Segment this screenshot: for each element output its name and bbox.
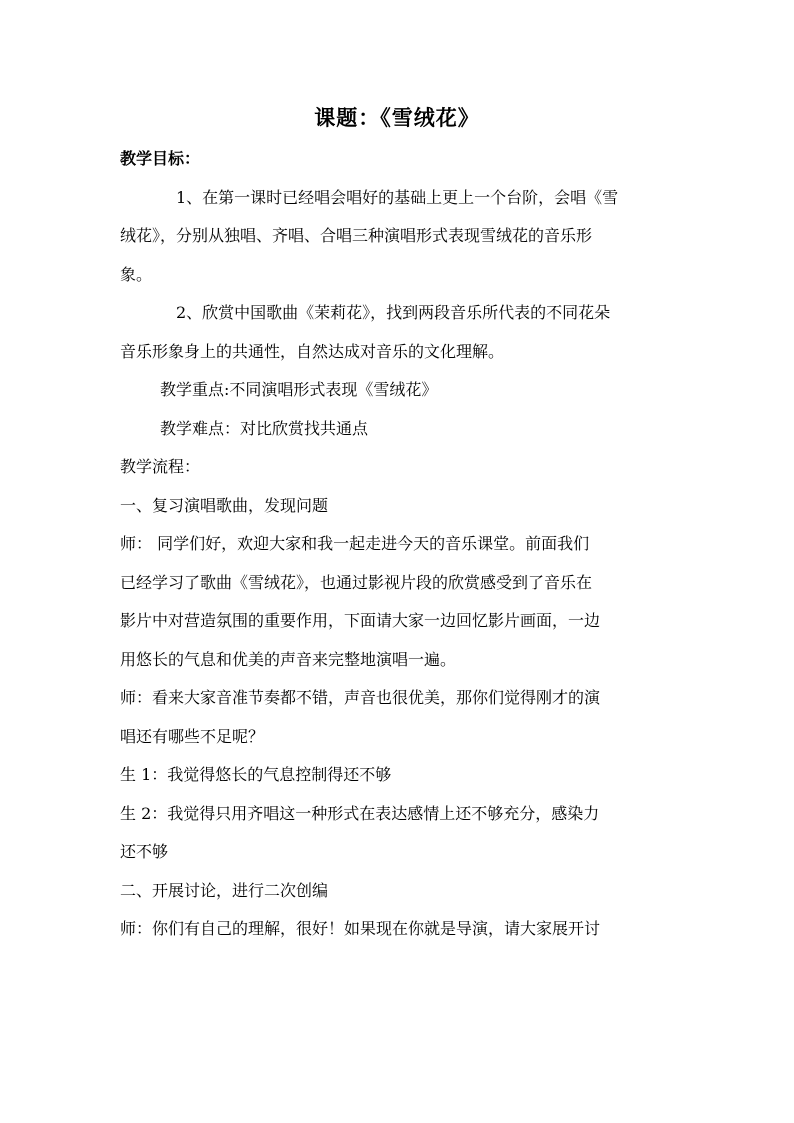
student-line-1: 生 1：我觉得悠长的气息控制得还不够 bbox=[120, 765, 392, 784]
teacher-1-line-3: 影片中对营造氛围的重要作用，下面请大家一边回忆影片画面，一边 bbox=[120, 611, 601, 630]
key-point: 教学重点:不同演唱形式表现《雪绒花》 bbox=[160, 380, 438, 399]
teacher-1-line-4: 用悠长的气息和优美的声音来完整地演唱一遍。 bbox=[120, 649, 457, 669]
difficulty: 教学难点：对比欣赏找共通点 bbox=[160, 418, 369, 438]
teacher-1-line-1: 师： 同学们好，欢迎大家和我一起走进今天的音乐课堂。前面我们 bbox=[120, 534, 590, 553]
heading-process: 教学流程： bbox=[120, 457, 201, 476]
objective-2-line-1: 2、欣赏中国歌曲《茉莉花》，找到两段音乐所代表的不同花朵 bbox=[176, 303, 611, 322]
heading-objectives: 教学目标： bbox=[120, 149, 201, 168]
objective-2 bbox=[120, 294, 680, 371]
section-1-heading: 一、复习演唱歌曲，发现问题 bbox=[120, 495, 329, 515]
teacher-2-line-1: 师：看来大家音准节奏都不错，声音也很优美，那你们觉得刚才的演 bbox=[120, 688, 601, 707]
objective-1 bbox=[120, 179, 680, 295]
teacher-line-1 bbox=[120, 525, 680, 679]
objective-2-line-2: 音乐形象身上的共通性，自然达成对音乐的文化理解。 bbox=[120, 341, 505, 361]
objective-1-line-3: 象。 bbox=[120, 264, 153, 284]
teacher-2-line-2: 唱还有哪些不足呢？ bbox=[120, 726, 265, 746]
student-2-line-1: 生 2：我觉得只用齐唱这一种形式在表达感情上还不够充分，感染力 bbox=[120, 803, 600, 823]
student-2-line-2: 还不够 bbox=[120, 842, 169, 861]
objective-1-line-1: 1、在第一课时已经唱会唱好的基础上更上一个台阶，会唱《雪 bbox=[176, 187, 619, 207]
page-title: 课题：《雪绒花》 bbox=[314, 105, 480, 130]
student-line-2 bbox=[120, 795, 680, 872]
section-2-heading: 二、开展讨论，进行二次创编 bbox=[120, 880, 329, 900]
objective-1-line-2: 绒花》，分别从独唱、齐唱、合唱三种演唱形式表现雪绒花的音乐形 bbox=[120, 226, 593, 245]
teacher-line-3 bbox=[120, 910, 680, 949]
teacher-line-2 bbox=[120, 679, 680, 756]
document-body bbox=[120, 140, 680, 949]
teacher-1-line-2: 已经学习了歌曲《雪绒花》，也通过影视片段的欣赏感受到了音乐在 bbox=[120, 572, 593, 592]
teacher-3-line-1: 师：你们有自己的理解，很好！如果现在你就是导演，请大家展开讨 bbox=[120, 919, 601, 938]
